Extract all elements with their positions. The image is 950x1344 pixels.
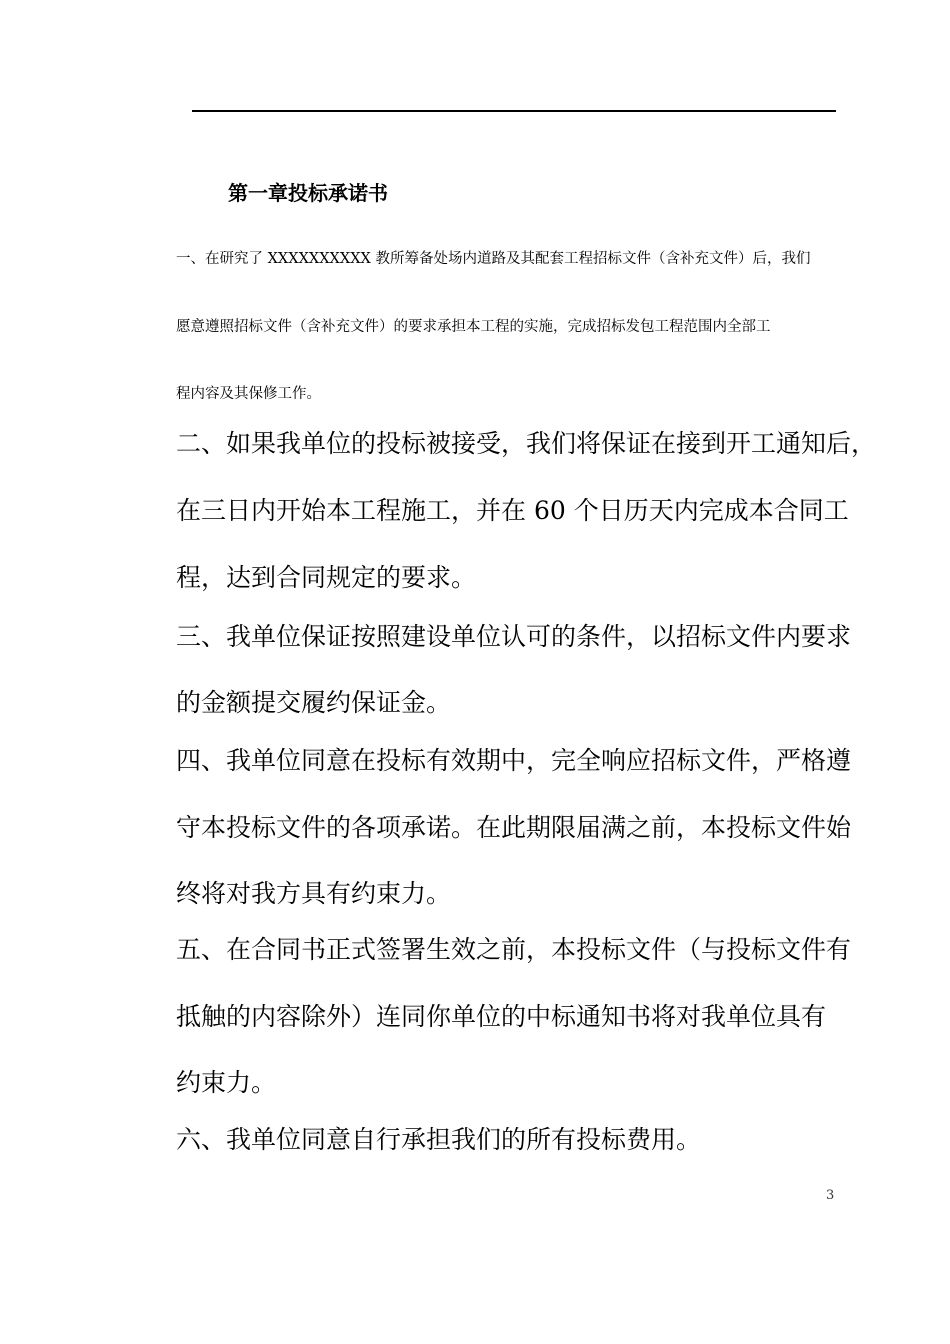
paragraph-5-line-1: 五、在合同书正式签署生效之前，本投标文件（与投标文件有 — [176, 935, 852, 964]
paragraph-3-line-1: 三、我单位保证按照建设单位认可的条件，以招标文件内要求 — [176, 622, 852, 651]
paragraph-6-line-1: 六、我单位同意自行承担我们的所有投标费用。 — [176, 1125, 702, 1154]
paragraph-4-line-3: 终将对我方具有约束力。 — [176, 879, 452, 908]
chapter-title: 第一章投标承诺书 — [228, 181, 388, 205]
paragraph-5-line-3: 约束力。 — [176, 1068, 277, 1097]
paragraph-2-line-3: 程，达到合同规定的要求。 — [176, 563, 477, 592]
header-rule — [192, 110, 836, 112]
paragraph-4-line-1: 四、我单位同意在投标有效期中，完全响应招标文件，严格遵 — [176, 746, 852, 775]
paragraph-3-line-2: 的金额提交履约保证金。 — [176, 688, 452, 717]
paragraph-1-line-1: 一、在研究了 XXXXXXXXXX 教所筹备处场内道路及其配套工程招标文件（含补充文件）后，我们 — [176, 251, 811, 267]
paragraph-5-line-2: 抵触的内容除外）连同你单位的中标通知书将对我单位具有 — [176, 1002, 827, 1031]
paragraph-4-line-2: 守本投标文件的各项承诺。在此期限届满之前，本投标文件始 — [176, 813, 852, 842]
paragraph-1-line-2: 愿意遵照招标文件（含补充文件）的要求承担本工程的实施，完成招标发包工程范围内全部工 — [176, 319, 771, 335]
paragraph-2-line-1: 二、如果我单位的投标被接受，我们将保证在接到开工通知后， — [176, 429, 877, 458]
page-number: 3 — [826, 1188, 835, 1203]
paragraph-1-line-3: 程内容及其保修工作。 — [176, 386, 321, 402]
paragraph-2-line-2: 在三日内开始本工程施工，并在 60 个日历天内完成本合同工 — [176, 496, 849, 525]
